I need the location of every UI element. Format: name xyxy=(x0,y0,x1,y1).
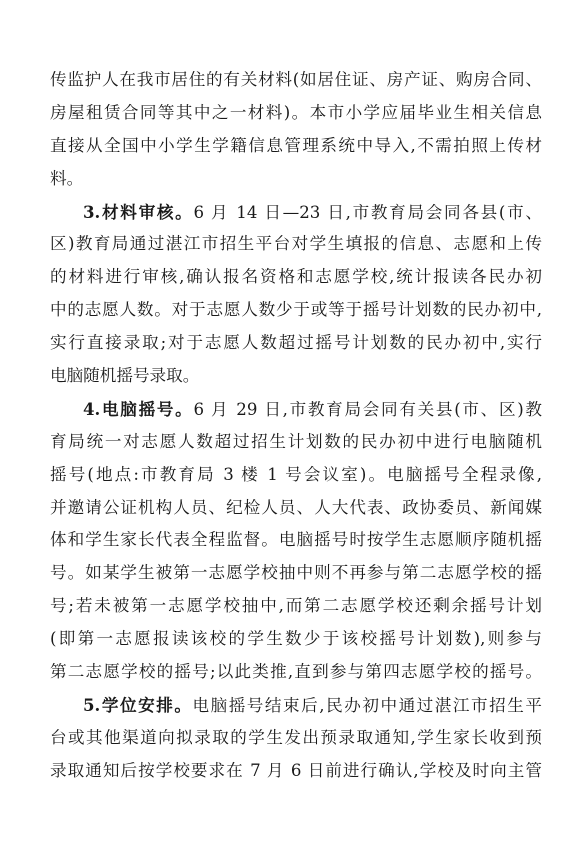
text-line: (即第一志愿报读该校的学生数少于该校摇号计划数),则参与 xyxy=(50,629,542,649)
text-line: 体和学生家长代表全程监督。电脑摇号时按学生志愿顺序随机摇 xyxy=(50,530,542,550)
section-title: 4.电脑摇号。 xyxy=(83,398,194,419)
section-heading-line xyxy=(50,196,542,229)
text-line: 直接从全国中小学生学籍信息管理系统中导入,不需拍照上传材 xyxy=(50,135,542,155)
text-line: 区)教育局通过湛江市招生平台对学生填报的信息、志愿和上传 xyxy=(50,234,542,254)
text-line: 育局统一对志愿人数超过招生计划数的民办初中进行电脑随机 xyxy=(50,431,542,451)
text-line: 摇号(地点:市教育局 3 楼 1 号会议室)。电脑摇号全程录像, xyxy=(50,464,542,484)
text-line: 号;若未被第一志愿学校抽中,而第二志愿学校还剩余摇号计划 xyxy=(50,596,542,616)
text-line: 并邀请公证机构人员、纪检人员、人大代表、政协委员、新闻媒 xyxy=(50,497,542,517)
text-line: 实行直接录取;对于志愿人数超过摇号计划数的民办初中,实行 xyxy=(50,333,542,353)
section-title: 3.材料审核。 xyxy=(83,201,194,222)
section-text: 6 月 14 日—23 日,市教育局会同各县(市、 xyxy=(193,202,542,222)
text-line: 房屋租赁合同等其中之一材料)。本市小学应届毕业生相关信息 xyxy=(50,102,542,122)
text-line: 的材料进行审核,确认报名资格和志愿学校,统计报读各民办初 xyxy=(50,267,542,287)
text-line: 录取通知后按学校要求在 7 月 6 日前进行确认,学校及时向主管 xyxy=(50,760,542,780)
section-title: 5.学位安排。 xyxy=(83,694,193,715)
section-text: 6 月 29 日,市教育局会同有关县(市、区)教 xyxy=(193,399,542,419)
text-line: 中的志愿人数。对于志愿人数少于或等于摇号计划数的民办初中, xyxy=(50,300,542,320)
text-line: 电脑随机摇号录取。 xyxy=(50,366,200,386)
section-heading-line xyxy=(50,393,542,426)
section-text: 电脑摇号结束后,民办初中通过湛江市招生平 xyxy=(192,695,542,715)
text-line: 第二志愿学校的摇号;以此类推,直到参与第四志愿学校的摇号。 xyxy=(50,662,542,682)
text-line: 台或其他渠道向拟录取的学生发出预录取通知,学生家长收到预 xyxy=(50,727,542,747)
text-line: 号。如某学生被第一志愿学校抽中则不再参与第二志愿学校的摇 xyxy=(50,563,542,583)
section-heading-line xyxy=(50,689,542,722)
document-body xyxy=(50,64,542,788)
text-line: 料。 xyxy=(50,168,84,188)
text-line: 传监护人在我市居住的有关材料(如居住证、房产证、购房合同、 xyxy=(50,70,542,89)
